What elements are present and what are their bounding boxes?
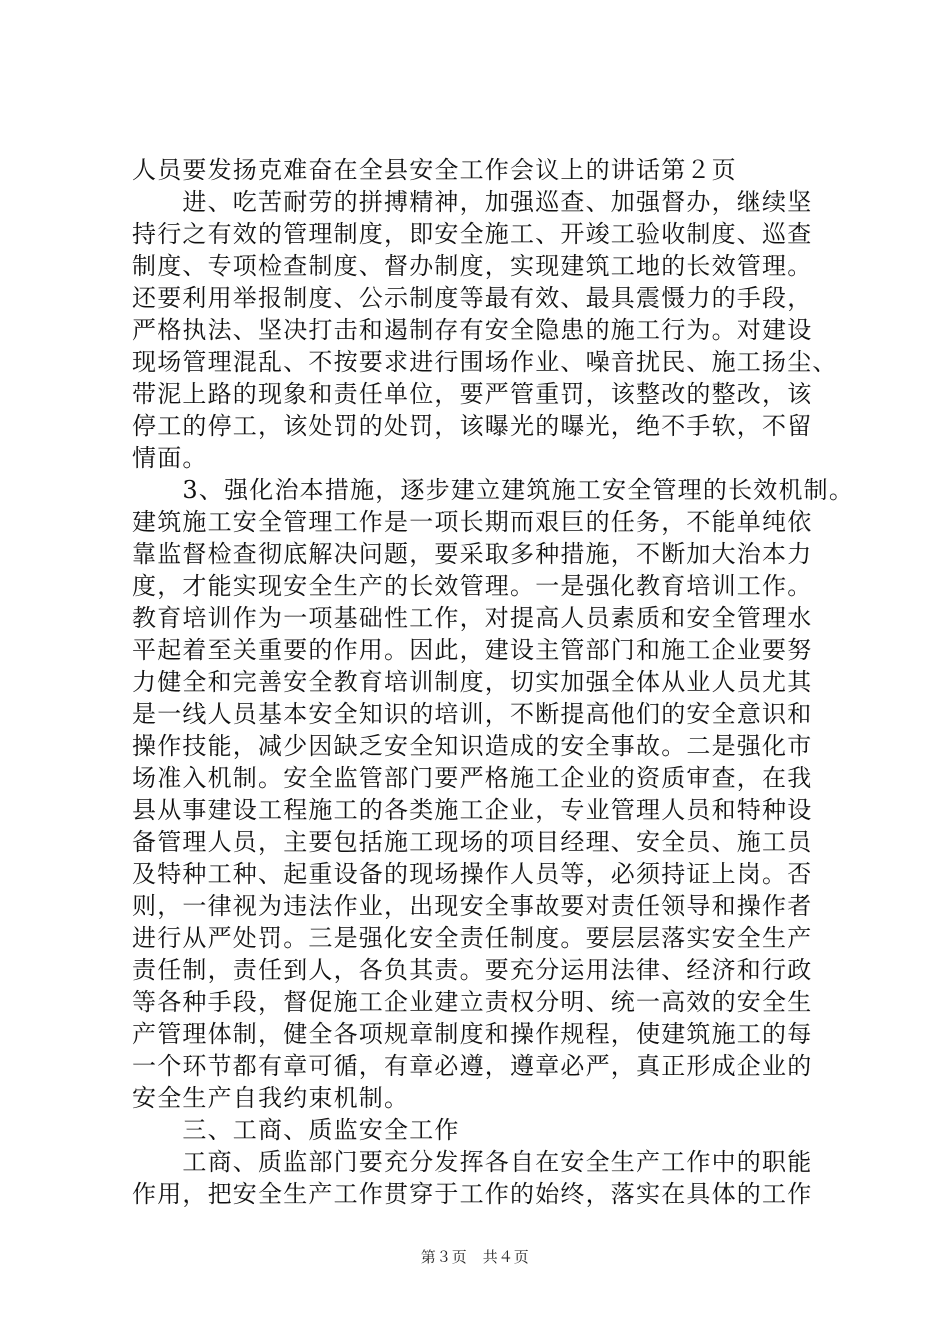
text-line: 带泥上路的现象和责任单位，要严管重罚，该整改的整改，该 <box>132 380 813 408</box>
text-line: 严格执法、坚决打击和遏制存有安全隐患的施工行为。对建设 <box>132 316 813 344</box>
text-line: 是一线人员基本安全知识的培训，不断提高他们的安全意识和 <box>132 700 813 728</box>
text-line: 持行之有效的管理制度，即安全施工、开竣工验收制度、巡查 <box>132 220 813 248</box>
text-line: 停工的停工，该处罚的处罚，该曝光的曝光，绝不手软，不留 <box>132 412 813 440</box>
body-text <box>132 154 855 1210</box>
text-line: 场准入机制。安全监管部门要严格施工企业的资质审查，在我 <box>132 764 813 792</box>
text-line: 平起着至关重要的作用。因此，建设主管部门和施工企业要努 <box>132 636 813 664</box>
text-line: 及特种工种、起重设备的现场操作人员等，必须持证上岗。否 <box>132 860 813 888</box>
text-line: 备管理人员，主要包括施工现场的项目经理、安全员、施工员 <box>132 828 813 856</box>
text-line: 建筑施工安全管理工作是一项长期而艰巨的任务，不能单纯依 <box>132 508 813 536</box>
text-line: 进、吃苦耐劳的拼搏精神，加强巡查、加强督办，继续坚 <box>132 188 813 216</box>
text-line: 人员要发扬克难奋在全县安全工作会议上的讲话第２页 <box>132 156 737 184</box>
text-line: 度，才能实现安全生产的长效管理。一是强化教育培训工作。 <box>132 572 813 600</box>
text-line: 还要利用举报制度、公示制度等最有效、最具震慑力的手段， <box>132 284 813 312</box>
text-line: 3、强化治本措施，逐步建立建筑施工安全管理的长效机制。 <box>132 476 855 504</box>
text-line: 教育培训作为一项基础性工作，对提高人员素质和安全管理水 <box>132 604 813 632</box>
text-line: 制度、专项检查制度、督办制度，实现建筑工地的长效管理。 <box>132 252 813 280</box>
text-line: 操作技能，减少因缺乏安全知识造成的安全事故。二是强化市 <box>132 732 813 760</box>
text-line: 三、工商、质监安全工作 <box>132 1116 460 1144</box>
text-line: 责任制，责任到人，各负其责。要充分运用法律、经济和行政 <box>132 956 813 984</box>
text-line: 一个环节都有章可循，有章必遵，遵章必严，真正形成企业的 <box>132 1052 813 1080</box>
text-line: 情面。 <box>132 444 208 472</box>
text-line: 作用，把安全生产工作贯穿于工作的始终，落实在具体的工作 <box>132 1180 813 1208</box>
text-line: 进行从严处罚。三是强化安全责任制度。要层层落实安全生产 <box>132 924 813 952</box>
text-line: 工商、质监部门要充分发挥各自在安全生产工作中的职能 <box>132 1148 813 1176</box>
text-line: 力健全和完善安全教育培训制度，切实加强全体从业人员尤其 <box>132 668 813 696</box>
text-line: 产管理体制，健全各项规章制度和操作规程，使建筑施工的每 <box>132 1020 813 1048</box>
text-line: 等各种手段，督促施工企业建立责权分明、统一高效的安全生 <box>132 988 813 1016</box>
text-line: 现场管理混乱、不按要求进行围场作业、噪音扰民、施工扬尘、 <box>132 348 838 376</box>
text-line: 则，一律视为违法作业，出现安全事故要对责任领导和操作者 <box>132 892 813 920</box>
text-line: 县从事建设工程施工的各类施工企业，专业管理人员和特种设 <box>132 796 813 824</box>
page-number-footer: 第３页 共４页 <box>420 1248 530 1266</box>
text-line: 安全生产自我约束机制。 <box>132 1084 410 1112</box>
text-line: 靠监督检查彻底解决问题，要采取多种措施，不断加大治本力 <box>132 540 813 568</box>
